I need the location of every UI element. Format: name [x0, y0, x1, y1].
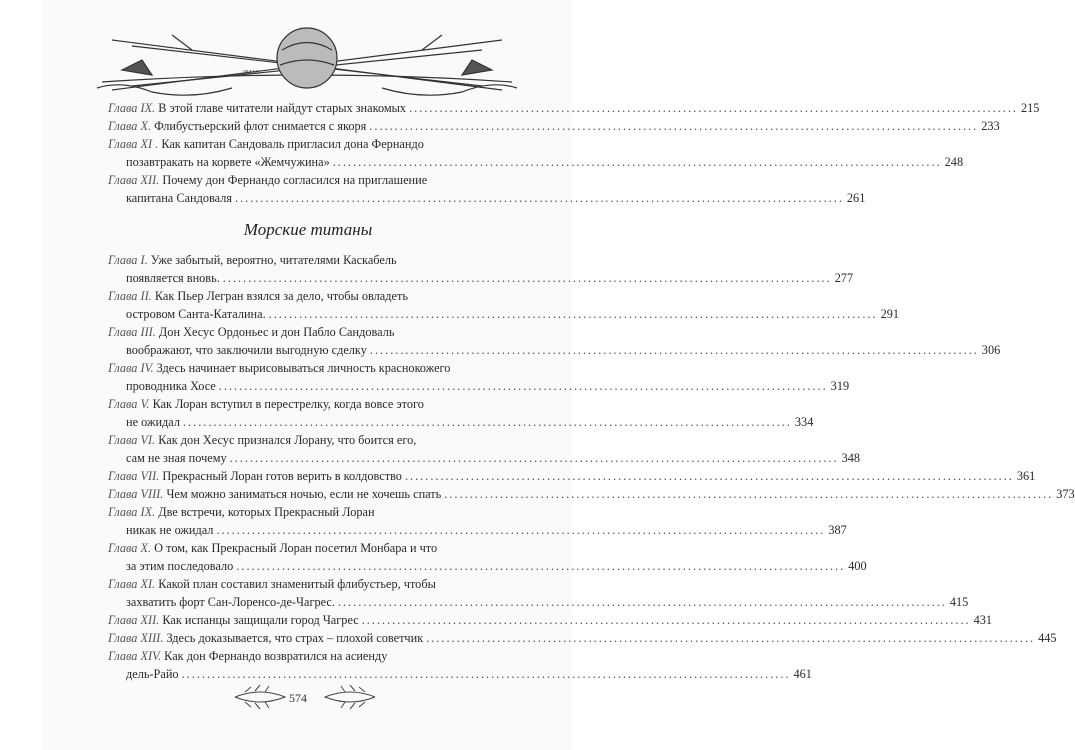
chapter-label: Глава VII. — [108, 469, 160, 483]
chapter-label: Глава XII. — [108, 173, 160, 187]
toc-entry-text — [126, 305, 266, 323]
toc-entry-text — [108, 289, 408, 303]
page-ref: 306 — [981, 343, 1001, 357]
toc-entry — [108, 135, 964, 171]
page-ref: 261 — [846, 191, 866, 205]
chapter-title-line: О том, как Прекрасный Лоран посетил Монбара и что — [154, 541, 438, 555]
dot-leader: ........................................................................................................................ — [216, 523, 826, 537]
toc-entry-line — [108, 359, 508, 377]
chapter-title-line: капитана Сандоваля — [126, 191, 232, 205]
toc-entry-text — [108, 99, 406, 117]
toc-entry-text — [108, 629, 423, 647]
chapter-label: Глава I. — [108, 253, 148, 267]
toc-entry-line — [108, 629, 1057, 647]
chapter-title-line: проводника Хосе — [126, 379, 216, 393]
toc-entry — [108, 503, 847, 539]
toc-entry-text — [126, 593, 335, 611]
toc-entry-text — [108, 611, 359, 629]
chapter-title-line: позавтракать на корвете «Жемчужина» — [126, 155, 330, 169]
dot-leader: ........................................................................................................................ — [235, 191, 844, 205]
chapter-title-line: В этой главе читатели найдут старых знакомых — [158, 101, 407, 115]
dot-leader: ........................................................................................................................ — [268, 307, 878, 321]
dot-leader: ........................................................................................................................ — [369, 343, 979, 357]
page-ref: 400 — [848, 559, 867, 573]
toc-entry-line — [108, 665, 812, 683]
page-ref: 445 — [1038, 631, 1057, 645]
toc-entry-text — [108, 137, 424, 151]
toc-entry-line — [108, 171, 508, 189]
chapter-title-line: воображают, что заключили выгодную сделку — [126, 343, 367, 357]
page-number: 574 — [286, 691, 310, 706]
toc-entry-text — [108, 253, 397, 267]
chapter-label: Глава X. — [108, 119, 152, 133]
toc-entry — [108, 287, 900, 323]
chapter-title-line: Две встречи, которых Прекрасный Лоран — [158, 505, 375, 519]
chapter-title-line: Как дон Фернандо возвратился на асиенду — [164, 649, 388, 663]
weapons-ornament-icon — [92, 10, 522, 98]
table-of-contents — [108, 99, 1075, 683]
chapter-title-line: за этим последовало — [126, 559, 234, 573]
toc-entry — [108, 611, 993, 629]
chapter-title-line: сам не зная почему — [126, 451, 227, 465]
toc-entry-text — [108, 325, 394, 339]
chapter-label: Глава XIII. — [108, 631, 164, 645]
chapter-title-line: Как испанцы защищали город Чагрес — [162, 613, 359, 627]
dot-leader: ........................................................................................................................ — [369, 119, 979, 133]
toc-entry-text — [126, 521, 213, 539]
page-ref: 361 — [1016, 469, 1036, 483]
dot-leader: ........................................................................................................................ — [218, 379, 828, 393]
toc-entry-line — [108, 485, 1075, 503]
chapter-label: Глава XI . — [108, 137, 159, 151]
page-ref: 461 — [793, 667, 812, 681]
toc-entry-line — [108, 117, 1000, 135]
toc-entry-line — [108, 557, 867, 575]
page-ref: 387 — [828, 523, 847, 537]
toc-entry-line — [108, 575, 508, 593]
chapter-label: Глава VIII. — [108, 487, 164, 501]
toc-entry-text — [126, 269, 220, 287]
toc-entry-line — [108, 521, 847, 539]
dot-leader: ........................................................................................................................ — [181, 667, 791, 681]
toc-entry-line — [108, 153, 964, 171]
chapter-title-line: дель-Райо — [126, 667, 179, 681]
toc-entry — [108, 647, 812, 683]
chapter-label: Глава II. — [108, 289, 152, 303]
toc-entry-text — [108, 485, 441, 503]
toc-entry-text — [108, 649, 387, 663]
dot-leader: ........................................................................................................................ — [222, 271, 832, 285]
page-ref: 215 — [1020, 101, 1040, 115]
toc-entry-text — [126, 189, 232, 207]
chapter-label: Глава IX. — [108, 101, 156, 115]
dot-leader: ........................................................................................................................ — [337, 595, 947, 609]
chapter-label: Глава X. — [108, 541, 152, 555]
page-ref: 233 — [981, 119, 1000, 133]
toc-entry-line — [108, 503, 508, 521]
toc-entry — [108, 359, 850, 395]
toc-entry-line — [108, 467, 1036, 485]
chapter-title-line: Как Лоран вступил в перестрелку, когда вовсе этого — [152, 397, 424, 411]
chapter-title-line: захватить форт Сан-Лоренсо-де-Чагрес. — [126, 595, 335, 609]
chapter-title-line: Прекрасный Лоран готов верить в колдовство — [162, 469, 402, 483]
page-ref: 373 — [1056, 487, 1075, 501]
toc-entry — [108, 171, 866, 207]
chapter-title-line: Как дон Хесус признался Лорану, что боится его, — [158, 433, 417, 447]
dot-leader: ........................................................................................................................ — [409, 101, 1018, 115]
chapter-title-line: Здесь начинает вырисовываться личность краснокожего — [156, 361, 451, 375]
toc-entry — [108, 99, 1040, 117]
dot-leader: ........................................................................................................................ — [426, 631, 1036, 645]
chapter-title-line: Флибустьерский флот снимается с якоря — [154, 119, 367, 133]
toc-entry-line — [108, 647, 508, 665]
page-ref: 431 — [973, 613, 993, 627]
toc-entry-line — [108, 305, 900, 323]
chapter-title-line: не ожидал — [126, 415, 180, 429]
toc-entry — [108, 539, 867, 575]
chapter-title-line: островом Санта-Каталина. — [126, 307, 266, 321]
toc-entry — [108, 395, 814, 431]
page-ref: 319 — [830, 379, 850, 393]
toc-entry-text — [108, 577, 436, 591]
toc-entry-text — [108, 117, 366, 135]
toc-entry — [108, 431, 861, 467]
chapter-label: Глава XII. — [108, 613, 160, 627]
section-title: Морские титаны — [243, 220, 373, 239]
toc-entry-text — [108, 505, 375, 519]
toc-entry-text — [126, 413, 180, 431]
toc-entry-line — [108, 287, 508, 305]
toc-entry-text — [126, 665, 179, 683]
toc-entry-line — [108, 539, 508, 557]
toc-entry-line — [108, 593, 969, 611]
toc-entry — [108, 629, 1057, 647]
toc-entry-line — [108, 431, 508, 449]
chapter-title-line: появляется вновь. — [126, 271, 220, 285]
toc-entry-text — [108, 173, 427, 187]
toc-entry — [108, 485, 1075, 503]
toc-entry-line — [108, 377, 850, 395]
dot-leader: ........................................................................................................................ — [332, 155, 942, 169]
page-ref: 248 — [944, 155, 964, 169]
toc-entry-line — [108, 323, 508, 341]
chapter-label: Глава V. — [108, 397, 150, 411]
chapter-title-line: Как капитан Сандоваль пригласил дона Фернандо — [161, 137, 424, 151]
dot-leader: ........................................................................................................................ — [183, 415, 792, 429]
toc-entry — [108, 117, 1000, 135]
toc-entry-line — [108, 135, 508, 153]
toc-entry-text — [126, 557, 233, 575]
toc-entry-text — [126, 377, 216, 395]
toc-entry — [108, 251, 854, 287]
toc-entry-text — [126, 153, 330, 171]
page-ref: 334 — [794, 415, 814, 429]
chapter-label: Глава XIV. — [108, 649, 162, 663]
ornament-banner-text: ЭМАО — [242, 70, 260, 76]
chapter-title-line: никак не ожидал — [126, 523, 214, 537]
toc-entry-line — [108, 251, 508, 269]
toc-entry-line — [108, 269, 854, 287]
chapter-label: Глава IV. — [108, 361, 154, 375]
chapter-title-line: Дон Хесус Ордоньес и дон Пабло Сандоваль — [158, 325, 395, 339]
chapter-label: Глава VI. — [108, 433, 156, 447]
page-ref: 348 — [841, 451, 861, 465]
toc-entry-line — [108, 413, 814, 431]
toc-entry-line — [108, 341, 1001, 359]
dot-leader: ........................................................................................................................ — [229, 451, 839, 465]
toc-entry-text — [108, 541, 437, 555]
toc-entry-line — [108, 449, 861, 467]
chapter-title-line: Уже забытый, вероятно, читателями Каскабель — [150, 253, 397, 267]
chapter-label: Глава IX. — [108, 505, 156, 519]
toc-entry-text — [126, 341, 367, 359]
dot-leader: ........................................................................................................................ — [444, 487, 1054, 501]
dot-leader: ........................................................................................................................ — [236, 559, 846, 573]
chapter-title-line: Здесь доказывается, что страх – плохой советчик — [166, 631, 424, 645]
toc-entry — [108, 467, 1036, 485]
chapter-title-line: Почему дон Фернандо согласился на приглашение — [162, 173, 428, 187]
toc-entry — [108, 323, 1001, 359]
toc-entry-text — [108, 397, 424, 411]
page-ref: 415 — [949, 595, 969, 609]
toc-entry-text — [108, 361, 450, 375]
dot-leader: ........................................................................................................................ — [361, 613, 971, 627]
page-ref: 291 — [880, 307, 900, 321]
chapter-label: Глава III. — [108, 325, 156, 339]
toc-entry-text — [126, 449, 227, 467]
dot-leader: ........................................................................................................................ — [404, 469, 1014, 483]
page-ref: 277 — [834, 271, 854, 285]
chapter-label: Глава XI. — [108, 577, 156, 591]
toc-entry-line — [108, 189, 866, 207]
toc-entry-text — [108, 433, 416, 447]
toc-entry-line — [108, 611, 993, 629]
chapter-title-line: Как Пьер Легран взялся за дело, чтобы овладеть — [154, 289, 408, 303]
chapter-title-line: Какой план составил знаменитый флибустьер, чтобы — [158, 577, 436, 591]
toc-entry-line — [108, 395, 508, 413]
chapter-title-line: Чем можно заниматься ночью, если не хочешь спать — [166, 487, 442, 501]
toc-entry — [108, 575, 969, 611]
toc-entry-line — [108, 99, 1040, 117]
toc-entry-text — [108, 467, 402, 485]
